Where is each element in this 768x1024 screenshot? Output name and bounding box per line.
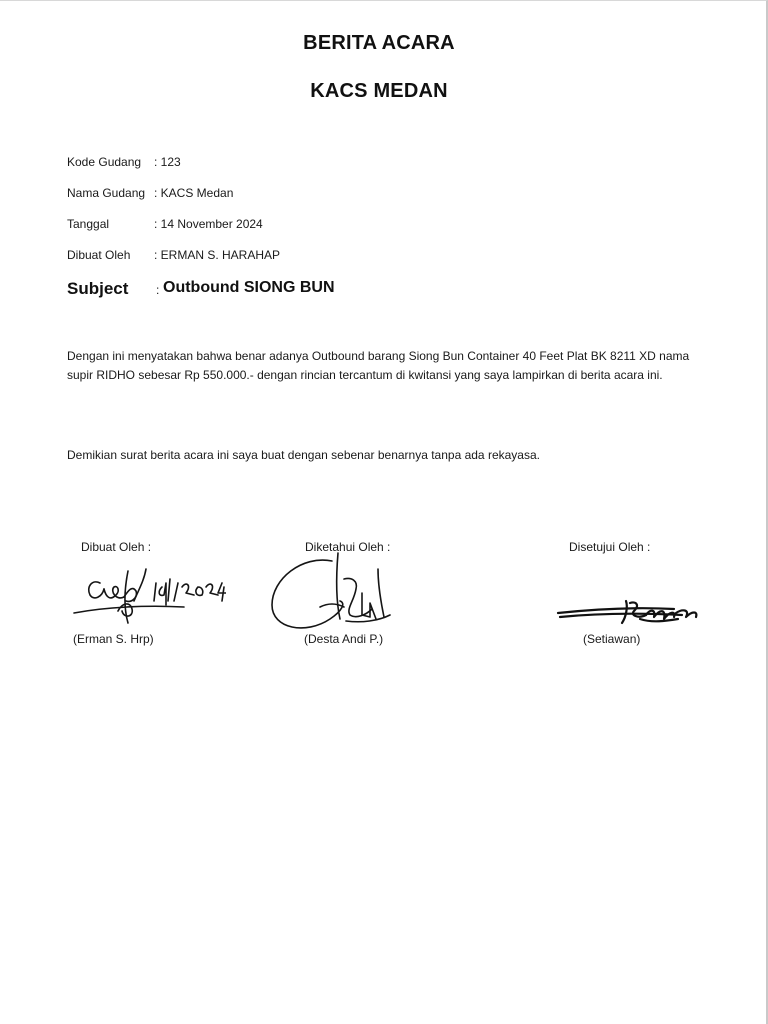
- document-subtitle: KACS MEDAN: [310, 80, 448, 102]
- signature-acknowledger-handwritten: [266, 549, 396, 637]
- field-label: Kode Gudang: [67, 155, 142, 169]
- field-label: Nama Gudang: [67, 186, 146, 200]
- signature-approver-handwritten: [556, 595, 706, 629]
- field-label: Tanggal: [67, 217, 110, 231]
- signature-creator-handwritten: [66, 561, 226, 631]
- field-value: : KACS Medan: [154, 186, 234, 200]
- field-value: : ERMAN S. HARAHAP: [154, 248, 281, 262]
- signature-name-creator: (Erman S. Hrp): [73, 632, 154, 646]
- subject-row: [67, 279, 667, 303]
- signature-name-acknowledger: (Desta Andi P.): [304, 632, 384, 646]
- body-paragraph-closing: Demikian surat berita acara ini saya buat dengan sebenar benarnya tanpa ada rekayasa.: [67, 448, 540, 462]
- signature-role-approver: Disetujui Oleh :: [569, 540, 651, 554]
- signature-role-creator: Dibuat Oleh :: [81, 540, 152, 554]
- field-value: : 123: [154, 155, 181, 169]
- body-paragraph-statement: Dengan ini menyatakan bahwa benar adanya Outbound barang Siong Bun Container 40 Feet Plat BK 8211 XD nama supir RIDHO sebesar Rp 550.000.- dengan rincian tercantum di kwitansi yang saya lampirkan di berita acara ini.: [67, 349, 690, 382]
- subject-label: Subject: [67, 279, 129, 298]
- subject-value: Outbound SIONG BUN: [163, 279, 335, 296]
- subject-colon: :: [156, 283, 160, 297]
- signature-name-approver: (Setiawan): [583, 632, 641, 646]
- document-title: BERITA ACARA: [303, 32, 455, 54]
- field-label: Dibuat Oleh: [67, 248, 131, 262]
- signature-role-acknowledger: Diketahui Oleh :: [305, 540, 391, 554]
- field-value: : 14 November 2024: [154, 217, 263, 231]
